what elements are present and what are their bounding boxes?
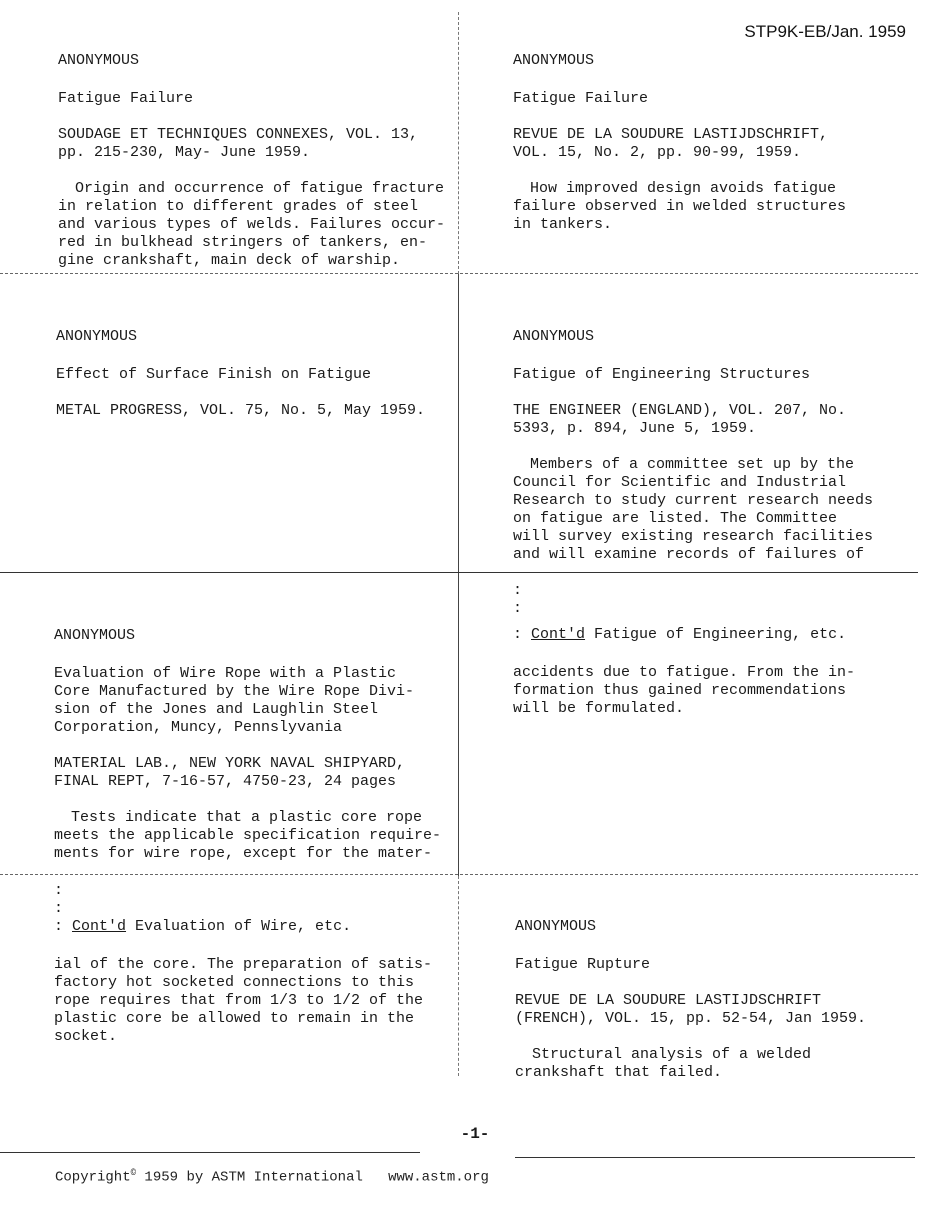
- citation-card-engineering-structures: [513, 328, 913, 564]
- card-source: [515, 992, 915, 1028]
- abstract-line: Research to study current research needs: [513, 492, 874, 509]
- card-author: ANONYMOUS: [513, 328, 595, 345]
- citation-card-fatigue-rupture: [515, 918, 915, 1082]
- card-abstract: [58, 180, 458, 270]
- continuation-marker: :: [513, 582, 523, 599]
- card-title: Fatigue of Engineering Structures: [513, 366, 811, 383]
- abstract-line: Structural analysis of a welded: [532, 1046, 812, 1063]
- card-author: ANONYMOUS: [56, 328, 138, 345]
- continuation-marker: :: [54, 882, 64, 899]
- column-divider-upper: [458, 274, 459, 574]
- body-line: rope requires that from 1/3 to 1/2 of the: [54, 992, 424, 1009]
- card-author: ANONYMOUS: [515, 918, 597, 935]
- source-line: (FRENCH), VOL. 15, pp. 52-54, Jan 1959.: [515, 1010, 867, 1027]
- body-line: ial of the core. The preparation of satis-: [54, 956, 433, 973]
- card-abstract: [515, 1046, 915, 1082]
- body-line: will be formulated.: [513, 700, 685, 717]
- body-line: socket.: [54, 1028, 118, 1045]
- continuation-body: [513, 664, 913, 718]
- column-divider-middle: [458, 574, 459, 876]
- source-line: REVUE DE LA SOUDURE LASTIJDSCHRIFT,: [513, 126, 829, 143]
- continuation-heading: [513, 626, 913, 644]
- card-title: Effect of Surface Finish on Fatigue: [56, 366, 372, 383]
- cont-title: Evaluation of Wire, etc.: [126, 918, 352, 935]
- card-source: [54, 755, 454, 791]
- source-line: 5393, p. 894, June 5, 1959.: [513, 420, 757, 437]
- footer-rule-right: [515, 1157, 915, 1158]
- page-number: -1-: [460, 1125, 490, 1143]
- contd-label: Cont'd: [72, 918, 127, 935]
- title-line: Evaluation of Wire Rope with a Plastic: [54, 665, 397, 682]
- title-line: Corporation, Muncy, Pennslyvania: [54, 719, 343, 736]
- card-abstract: [513, 456, 913, 564]
- card-title: Fatigue Failure: [513, 90, 649, 107]
- column-divider-top: [458, 12, 459, 274]
- copyright-notice: [55, 1168, 489, 1186]
- source-line: REVUE DE LA SOUDURE LASTIJDSCHRIFT: [515, 992, 822, 1009]
- continuation-card-engineering-structures: [513, 582, 913, 718]
- source-line: THE ENGINEER (ENGLAND), VOL. 207, No.: [513, 402, 847, 419]
- card-title: [54, 665, 454, 737]
- abstract-line: in tankers.: [513, 216, 613, 233]
- citation-card-wire-rope: [54, 627, 454, 863]
- abstract-line: meets the applicable specification require-: [54, 827, 442, 844]
- source-line: VOL. 15, No. 2, pp. 90-99, 1959.: [513, 144, 802, 161]
- card-abstract: [513, 180, 913, 234]
- continuation-marker: :: [54, 900, 64, 917]
- continuation-card-wire-rope: [54, 882, 454, 1046]
- card-title: Fatigue Failure: [58, 90, 194, 107]
- row-divider-2: [0, 572, 918, 573]
- cont-title: Fatigue of Engineering, etc.: [585, 626, 847, 643]
- abstract-line: crankshaft that failed.: [515, 1064, 723, 1081]
- abstract-line: failure observed in welded structures: [513, 198, 847, 215]
- source-line: METAL PROGRESS, VOL. 75, No. 5, May 1959.: [56, 402, 426, 419]
- citation-card-fatigue-failure-soudage: [58, 52, 458, 270]
- card-source: [513, 402, 913, 438]
- abstract-line: will survey existing research facilities: [513, 528, 874, 545]
- title-line: sion of the Jones and Laughlin Steel: [54, 701, 379, 718]
- abstract-line: Origin and occurrence of fatigue fracture: [75, 180, 445, 197]
- card-title: Fatigue Rupture: [515, 956, 651, 973]
- body-line: formation thus gained recommendations: [513, 682, 847, 699]
- continuation-body: [54, 956, 454, 1046]
- abstract-line: and will examine records of failures of: [513, 546, 865, 563]
- card-source: [56, 402, 456, 420]
- abstract-line: How improved design avoids fatigue: [530, 180, 837, 197]
- card-author: ANONYMOUS: [58, 52, 140, 69]
- continuation-marker: :: [513, 600, 523, 617]
- abstract-line: in relation to different grades of steel: [58, 198, 419, 215]
- abstract-line: red in bulkhead stringers of tankers, en-: [58, 234, 428, 251]
- abstract-line: on fatigue are listed. The Committee: [513, 510, 838, 527]
- source-line: pp. 215-230, May- June 1959.: [58, 144, 311, 161]
- abstract-line: ments for wire rope, except for the mater-: [54, 845, 433, 862]
- contd-label: Cont'd: [531, 626, 586, 643]
- copyright-text: 1959 by ASTM International www.astm.org: [136, 1169, 489, 1186]
- abstract-line: Council for Scientific and Industrial: [513, 474, 847, 491]
- row-divider-3: [0, 874, 918, 875]
- body-line: plastic core be allowed to remain in the: [54, 1010, 415, 1027]
- copyright-prefix: Copyright: [55, 1169, 131, 1186]
- source-line: SOUDAGE ET TECHNIQUES CONNEXES, VOL. 13,: [58, 126, 419, 143]
- copyright-symbol: ©: [130, 1168, 137, 1178]
- body-line: accidents due to fatigue. From the in-: [513, 664, 856, 681]
- title-line: Core Manufactured by the Wire Rope Divi-: [54, 683, 415, 700]
- footer-rule-left: [0, 1152, 420, 1153]
- cont-prefix: :: [513, 626, 532, 643]
- abstract-line: gine crankshaft, main deck of warship.: [58, 252, 401, 269]
- card-source: [58, 126, 458, 162]
- abstract-line: Tests indicate that a plastic core rope: [71, 809, 423, 826]
- card-source: [513, 126, 913, 162]
- card-author: ANONYMOUS: [54, 627, 136, 644]
- citation-card-fatigue-failure-revue: [513, 52, 913, 234]
- row-divider-1: [0, 273, 918, 274]
- cont-prefix: :: [54, 918, 73, 935]
- column-divider-lower: [458, 876, 459, 1076]
- citation-card-surface-finish: [56, 328, 456, 438]
- abstract-line: and various types of welds. Failures occur-: [58, 216, 446, 233]
- source-line: FINAL REPT, 7-16-57, 4750-23, 24 pages: [54, 773, 397, 790]
- card-author: ANONYMOUS: [513, 52, 595, 69]
- card-abstract: [54, 809, 454, 863]
- source-line: MATERIAL LAB., NEW YORK NAVAL SHIPYARD,: [54, 755, 406, 772]
- document-id: STP9K-EB/Jan. 1959: [744, 22, 906, 41]
- continuation-heading: [54, 918, 454, 936]
- abstract-line: Members of a committee set up by the: [530, 456, 855, 473]
- body-line: factory hot socketed connections to this: [54, 974, 415, 991]
